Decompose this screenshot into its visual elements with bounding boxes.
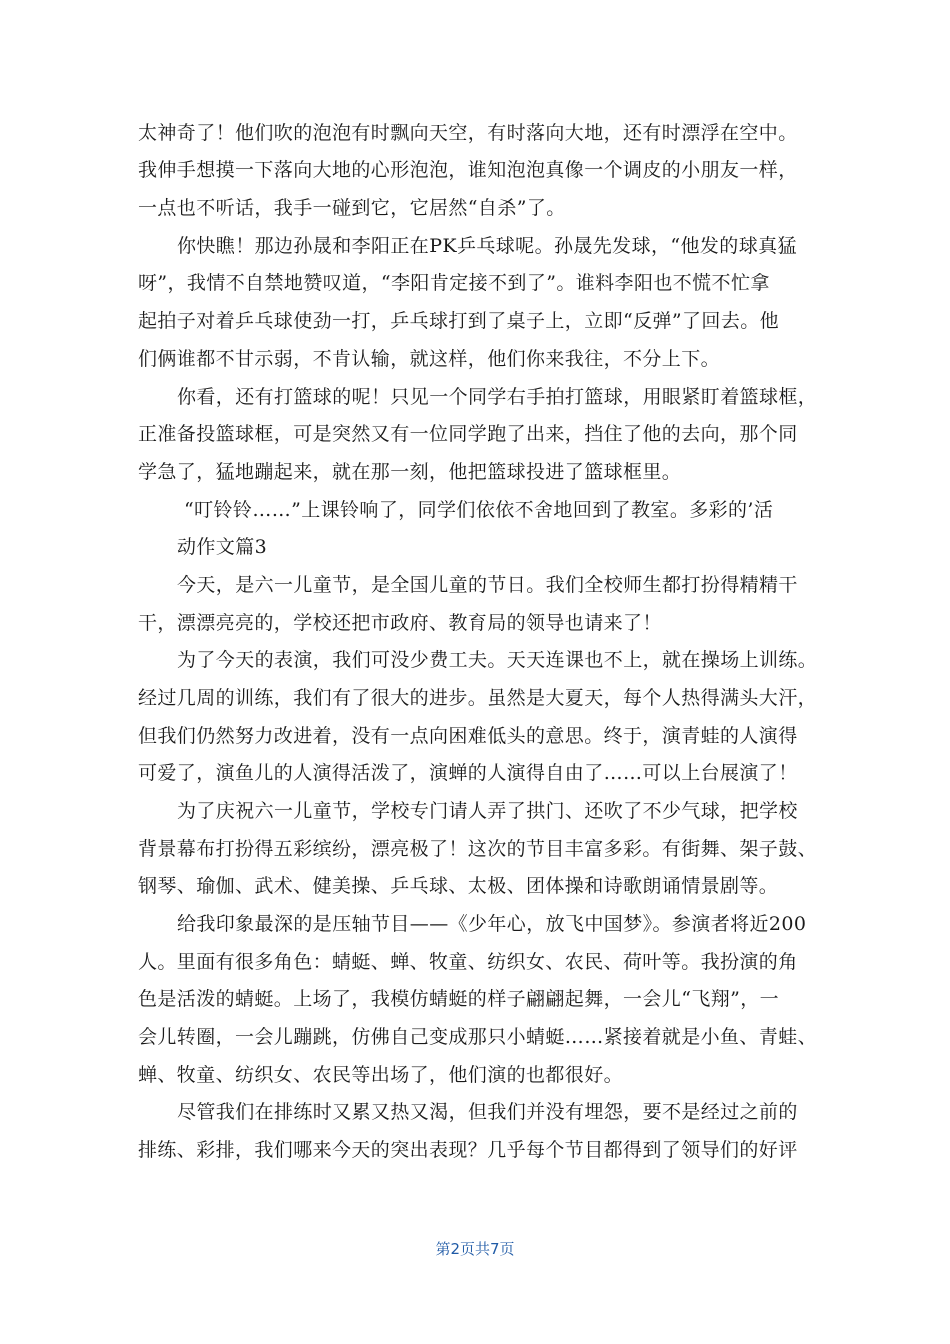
text-line: 但我们仍然努力改进着，没有一点向困难低头的意思。终于，演青蛙的人演得 xyxy=(138,725,798,747)
text-line: 你快瞧！那边孙晟和李阳正在PK乒乓球呢。孙晟先发球，“他发的球真猛 xyxy=(177,235,797,257)
text-line: 蝉、牧童、纺织女、农民等出场了，他们演的也都很好。 xyxy=(138,1064,624,1086)
text-line: 太神奇了！他们吹的泡泡有时飘向天空，有时落向大地，还有时漂浮在空中。 xyxy=(138,122,798,144)
text-line: 为了庆祝六一儿童节，学校专门请人弄了拱门、还吹了不少气球，把学校 xyxy=(177,800,798,822)
text-line: 会儿转圈，一会儿蹦跳，仿佛自己变成那只小蜻蜓……紧接着就是小鱼、青蛙、 xyxy=(138,1026,818,1048)
text-line: 给我印象最深的是压轴节目——《少年心，放飞中国梦》。参演者将近200 xyxy=(177,913,807,935)
text-line: 正准备投篮球框，可是突然又有一位同学跑了出来，挡住了他的去向，那个同 xyxy=(138,423,798,445)
text-line: 尽管我们在排练时又累又热又渴，但我们并没有埋怨，要不是经过之前的 xyxy=(177,1101,798,1123)
text-line: 钢琴、瑜伽、武术、健美操、乒乓球、太极、团体操和诗歌朗诵情景剧等。 xyxy=(138,875,779,897)
text-line: 今天，是六一儿童节，是全国儿童的节日。我们全校师生都打扮得精精干 xyxy=(177,574,798,596)
text-line: 色是活泼的蜻蜓。上场了，我模仿蜻蜓的样子翩翩起舞，一会儿“飞翔”，一 xyxy=(138,988,780,1010)
text-line: 你看，还有打篮球的呢！只见一个同学右手拍打篮球，用眼紧盯着篮球框， xyxy=(177,386,818,408)
text-line: 起拍子对着乒乓球使劲一打，乒乓球打到了桌子上，立即“反弹”了回去。他 xyxy=(138,310,780,332)
text-line: 我伸手想摸一下落向大地的心形泡泡，谁知泡泡真像一个调皮的小朋友一样， xyxy=(138,159,798,181)
section-heading: 动作文篇3 xyxy=(177,536,268,558)
text-line: 学急了，猛地蹦起来，就在那一刻，他把篮球投进了篮球框里。 xyxy=(138,461,682,483)
text-line: 人。里面有很多角色：蜻蜓、蝉、牧童、纺织女、农民、荷叶等。我扮演的角 xyxy=(138,951,798,973)
text-line: 经过几周的训练，我们有了很大的进步。虽然是大夏天，每个人热得满头大汗， xyxy=(138,687,818,709)
text-line: “叮铃铃……”上课铃响了，同学们依依不舍地回到了教室。多彩的’活 xyxy=(184,499,774,521)
text-line: 呀”，我情不自禁地赞叹道，“李阳肯定接不到了”。谁料李阳也不慌不忙拿 xyxy=(138,272,770,294)
text-line: 们俩谁都不甘示弱，不肯认输，就这样，他们你来我往，不分上下。 xyxy=(138,348,721,370)
text-line: 一点也不听话，我手一碰到它，它居然“自杀”了。 xyxy=(138,197,566,219)
page-number: 第2页共7页 xyxy=(435,1240,515,1258)
text-line: 排练、彩排，我们哪来今天的突出表现？几乎每个节目都得到了领导们的好评 xyxy=(138,1139,798,1161)
text-line: 干，漂漂亮亮的，学校还把市政府、教育局的领导也请来了！ xyxy=(138,612,662,634)
text-line: 为了今天的表演，我们可没少费工夫。天天连课也不上，就在操场上训练。 xyxy=(177,649,818,671)
text-line: 背景幕布打扮得五彩缤纷，漂亮极了！这次的节目丰富多彩。有街舞、架子鼓、 xyxy=(138,838,818,860)
text-line: 可爱了，演鱼儿的人演得活泼了，演蝉的人演得自由了……可以上台展演了！ xyxy=(138,762,798,784)
